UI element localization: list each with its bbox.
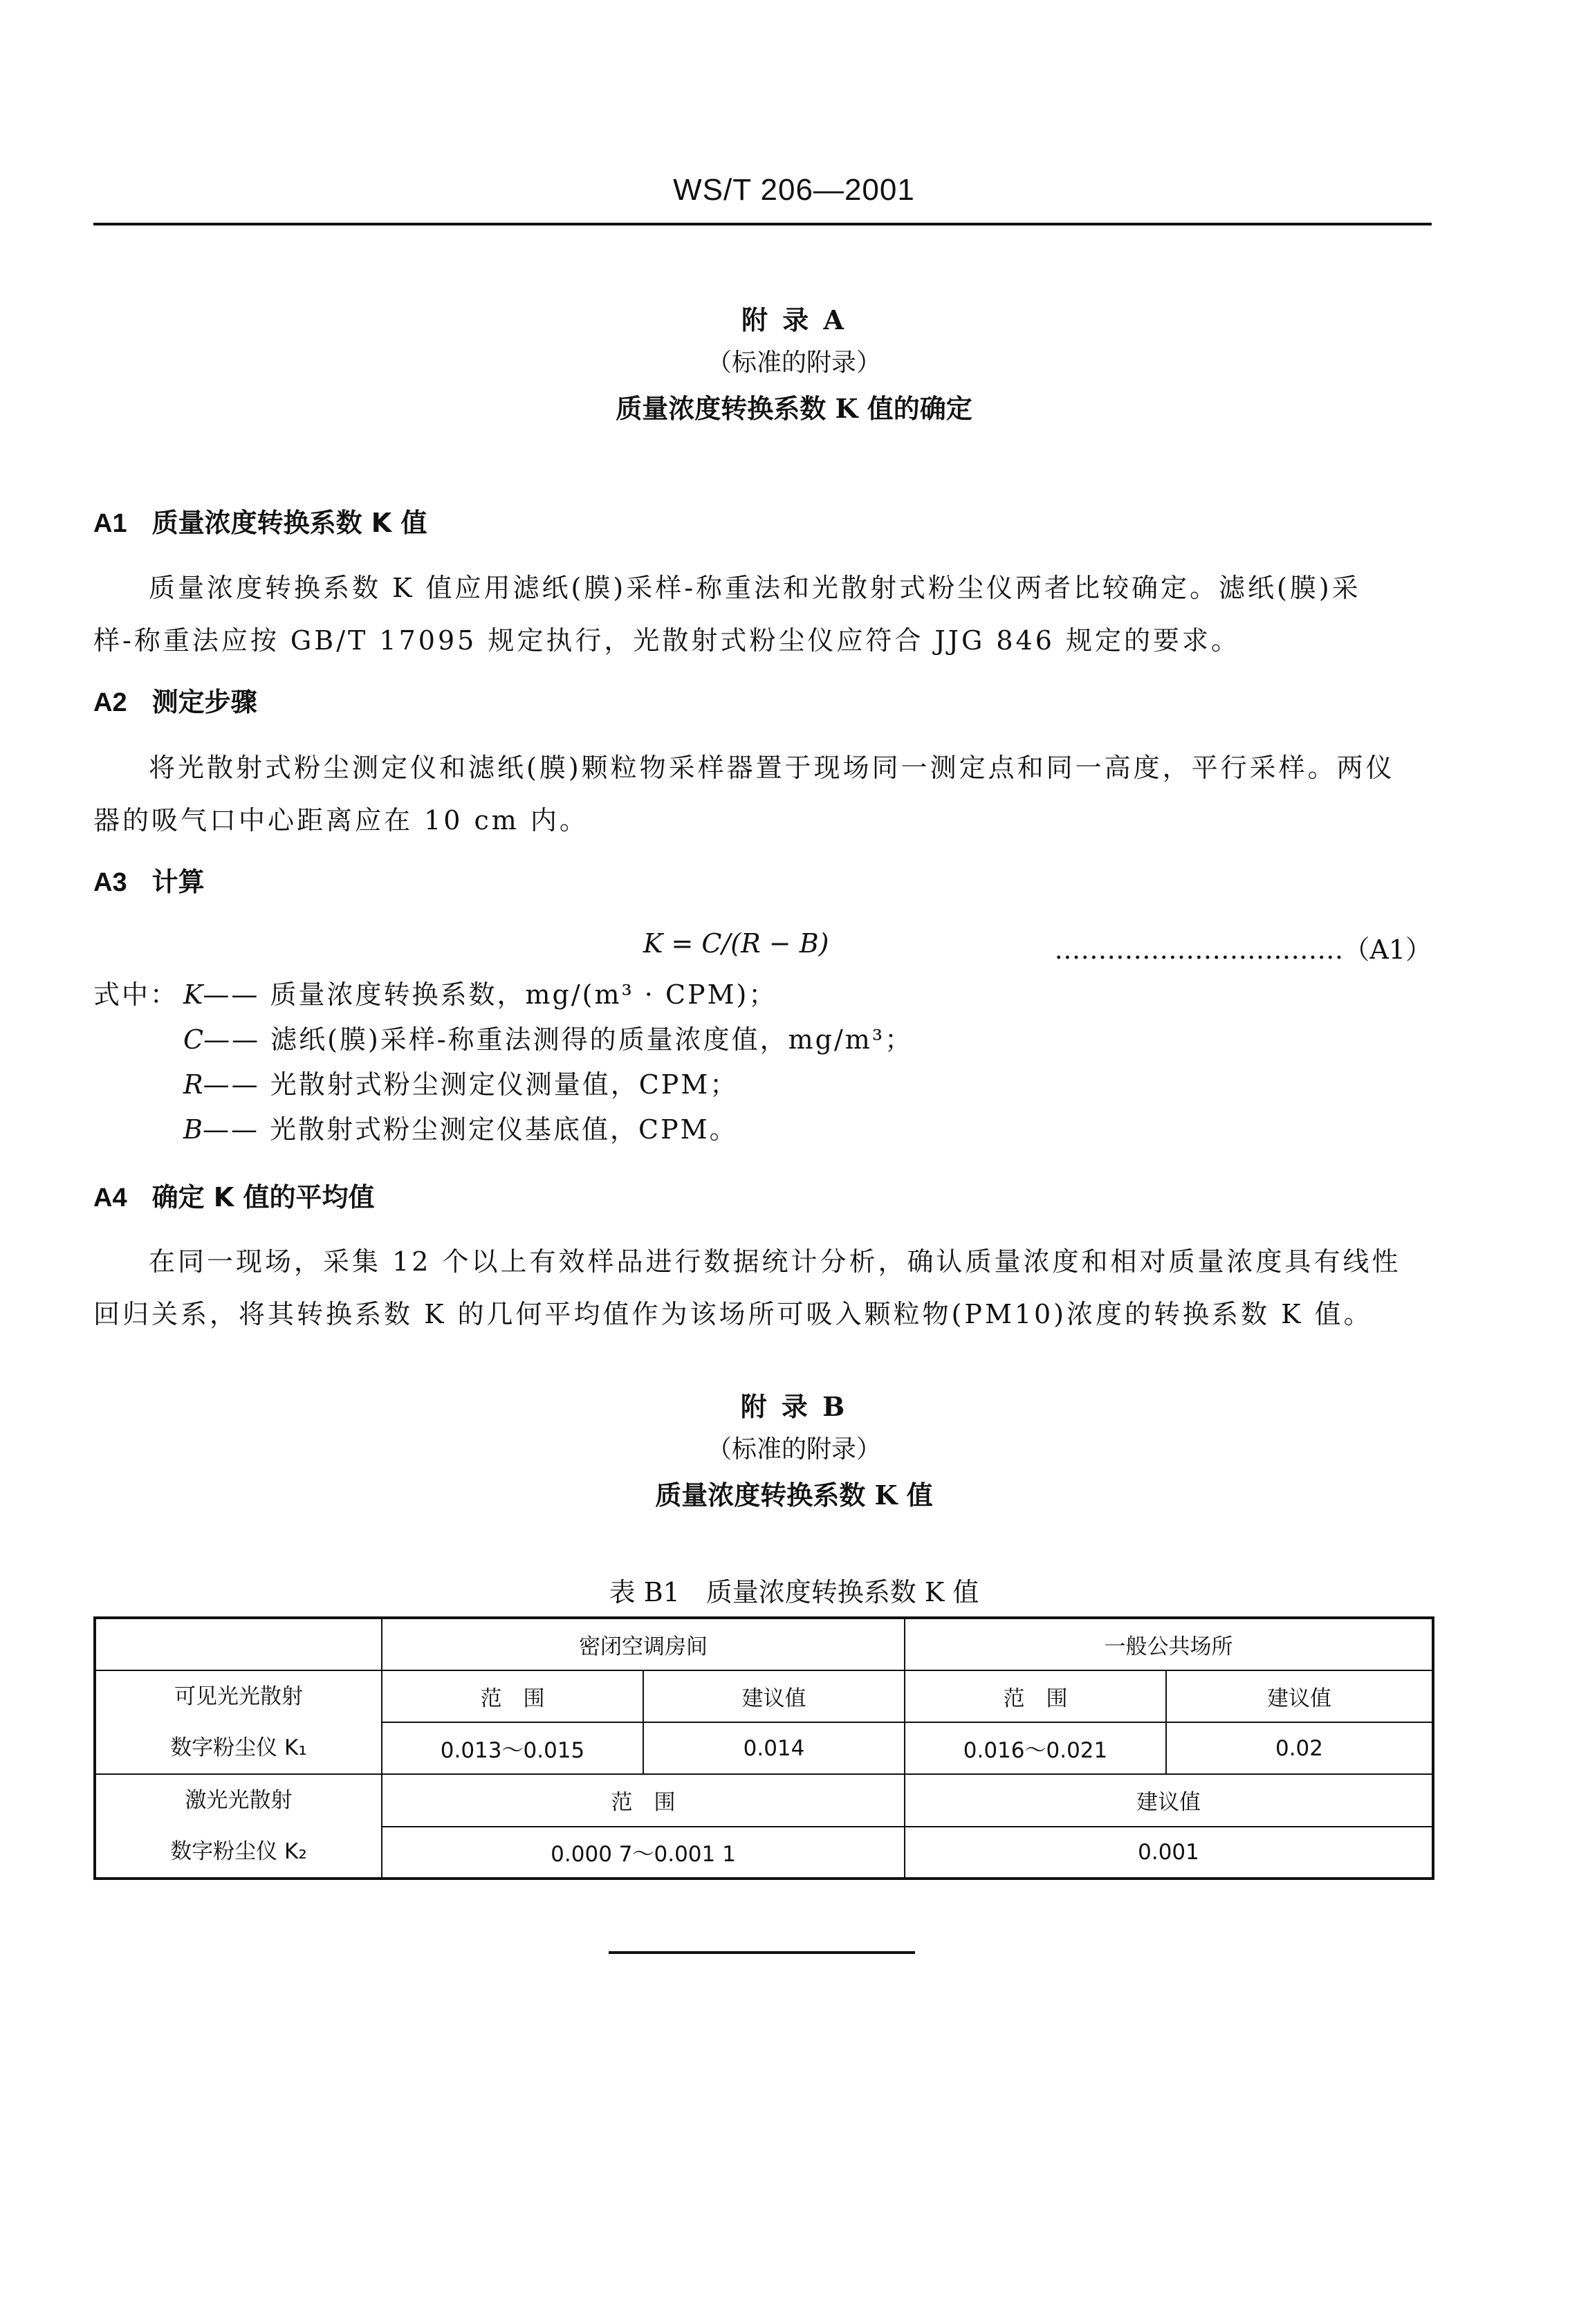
section-a2-line-2: 器的吸气口中心距离应在 10 cm 内。 (93, 805, 589, 836)
row-label-laser-line-2: 数字粉尘仪 K₂ (170, 1839, 307, 1864)
row-label-visible-light-line-1: 可见光光散射 (174, 1684, 303, 1709)
section-a1-paragraph (93, 562, 1432, 667)
section-a1-title: 质量浓度转换系数 K 值 (151, 508, 427, 538)
definition-k-symbol: K (183, 979, 203, 1010)
appendix-a-subtitle: （标准的附录） (706, 349, 881, 377)
appendix-a-title: 附 录 A (741, 304, 847, 335)
formula-a1: K = C/(R − B) (643, 928, 829, 959)
subheader-suggest-1: 建议值 (643, 1670, 905, 1722)
section-a2-title: 测定步骤 (151, 687, 257, 717)
section-a1-line-1: 质量浓度转换系数 K 值应用滤纸(膜)采样-称重法和光散射式粉尘仪两者比较确定。滤纸(膜)采 (149, 573, 1361, 603)
appendix-b-subtitle: （标准的附录） (706, 1435, 881, 1464)
subheader-range-laser: 范 围 (382, 1774, 905, 1827)
section-a2-paragraph (93, 741, 1432, 847)
table-cell: 0.016～0.021 (905, 1722, 1166, 1774)
table-row (95, 1670, 1433, 1722)
section-a1-number: A1 (93, 509, 127, 538)
table-cell: 0.02 (1166, 1722, 1433, 1774)
section-a2-heading (93, 681, 257, 719)
end-rule (609, 1951, 915, 1954)
appendix-b-heading: 质量浓度转换系数 K 值 (655, 1479, 933, 1511)
row-label-laser-line-1: 激光光散射 (185, 1788, 293, 1813)
formula-a1-number: ……………………………（A1） (1054, 934, 1432, 965)
appendix-a-heading: 质量浓度转换系数 K 值的确定 (616, 393, 972, 424)
table-cell: 0.001 (905, 1827, 1433, 1879)
definition-r-text: —— 光散射式粉尘测定仪测量值，CPM； (203, 1069, 739, 1100)
section-a2-line-1: 将光散射式粉尘测定仪和滤纸(膜)颗粒物采样器置于现场同一测定点和同一高度，平行采样。两仪 (149, 753, 1395, 783)
section-a1-heading (93, 501, 427, 540)
row-label-visible-light (95, 1670, 382, 1774)
definition-b (183, 1108, 738, 1146)
section-a3-number: A3 (93, 868, 127, 897)
section-a4-heading (93, 1176, 374, 1214)
subheader-suggest-laser: 建议值 (905, 1774, 1433, 1827)
table-cell: 0.014 (643, 1722, 905, 1774)
col-group-sealed-room: 密闭空调房间 (382, 1618, 905, 1670)
table-header-row (95, 1618, 1433, 1670)
appendix-b-title: 附 录 B (740, 1391, 848, 1422)
section-a4-line-2: 回归关系，将其转换系数 K 的几何平均值作为该场所可吸入颗粒物(PM10)浓度的转换系数 K 值。 (93, 1299, 1373, 1329)
definition-b-symbol: B (183, 1114, 203, 1145)
definition-c-text: —— 滤纸(膜)采样-称重法测得的质量浓度值，mg/m³； (203, 1024, 914, 1055)
standard-code: WS/T 206—2001 (673, 173, 915, 207)
where-label: 式中： (93, 979, 179, 1010)
definition-r (183, 1063, 738, 1101)
k-value-table (93, 1616, 1434, 1880)
section-a4-number: A4 (93, 1183, 127, 1212)
section-a2-number: A2 (93, 688, 127, 717)
table-cell: 0.013～0.015 (382, 1722, 643, 1774)
table-caption: 表 B1 质量浓度转换系数 K 值 (609, 1577, 979, 1607)
subheader-suggest-2: 建议值 (1166, 1670, 1433, 1722)
section-a3-heading (93, 860, 205, 898)
row-label-laser (95, 1774, 382, 1879)
subheader-range-2: 范 围 (905, 1670, 1166, 1722)
definition-r-symbol: R (183, 1069, 203, 1100)
definition-c-symbol: C (183, 1024, 204, 1055)
section-a3-title: 计算 (151, 867, 205, 897)
section-a4-title: 确定 K 值的平均值 (151, 1182, 375, 1212)
definition-k (183, 973, 777, 1011)
header-rule (93, 223, 1432, 225)
table-row (95, 1774, 1433, 1827)
section-a1-line-2: 样-称重法应按 GB/T 17095 规定执行，光散射式粉尘仪应符合 JJG 846 规定的要求。 (93, 625, 1240, 656)
definition-b-text: —— 光散射式粉尘测定仪基底值，CPM。 (202, 1114, 738, 1145)
definition-c (183, 1018, 913, 1056)
table-cell: 0.000 7～0.001 1 (382, 1827, 905, 1879)
definition-k-text: —— 质量浓度转换系数，mg/(m³ · CPM)； (203, 979, 777, 1010)
table-corner-cell (95, 1618, 382, 1670)
section-a4-line-1: 在同一现场，采集 12 个以上有效样品进行数据统计分析，确认质量浓度和相对质量浓度具有线性 (149, 1246, 1401, 1277)
subheader-range-1: 范 围 (382, 1670, 643, 1722)
col-group-public-place: 一般公共场所 (905, 1618, 1433, 1670)
row-label-visible-light-line-2: 数字粉尘仪 K₁ (170, 1735, 307, 1760)
section-a4-paragraph (93, 1235, 1432, 1340)
